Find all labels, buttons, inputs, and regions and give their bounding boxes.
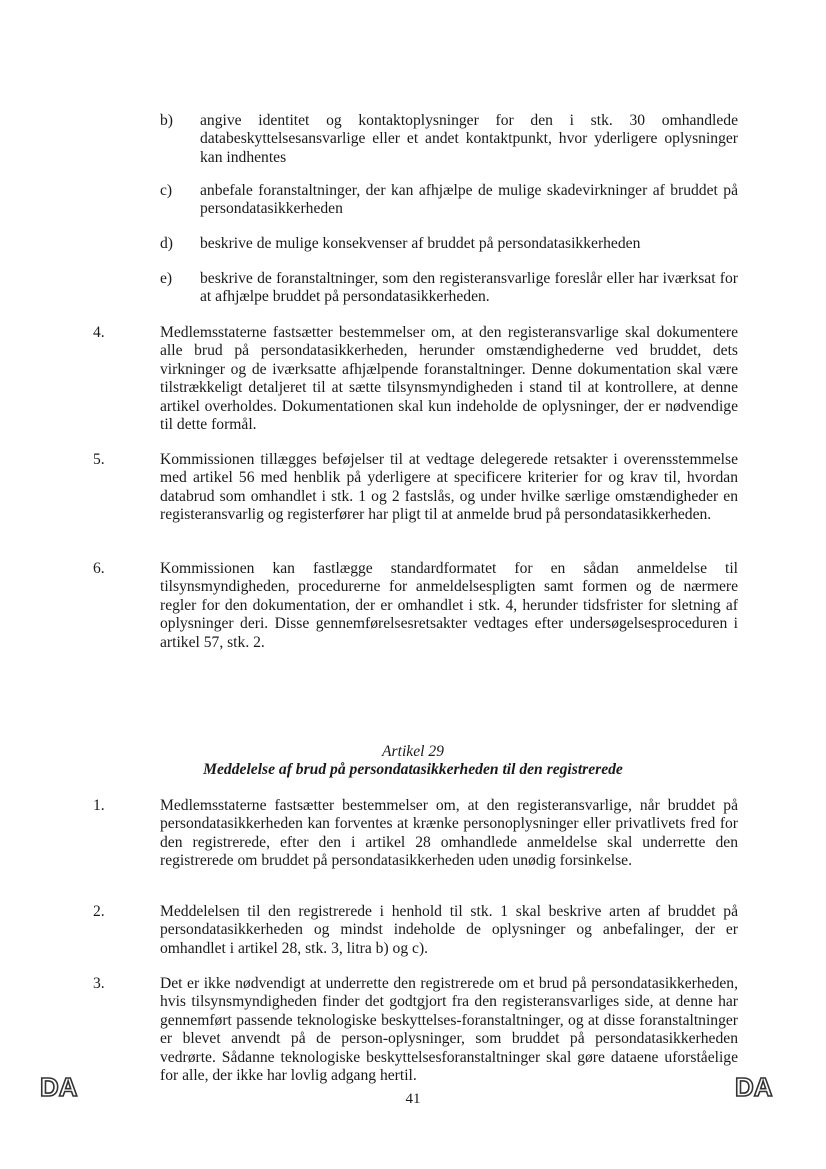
paragraph-number: 4. (93, 324, 105, 341)
paragraph-text: Kommissionen tillægges beføjelser til at vedtage delegerede retsakter i overensstemmelse med artikel 56 med henblik på yderligere at specificere kriterier for og krav til, hvordan databrud som omhandlet i stk. 1 og 2 fastslås, og under hvilke særlige omstændigheder en registeransvarlig og registerfører har pligt til at anmelde brud på persondatasikkerheden. (160, 451, 738, 524)
list-text: beskrive de mulige konsekvenser af bruddet på persondatasikkerheden (200, 235, 641, 252)
paragraph-text: Kommissionen kan fastlægge standardformatet for en sådan anmeldelse til tilsynsmyndigheden, procedurerne for anmeldelsespligten samt formen og de nærmere regler for den dokumentation, der er omhandlet i stk. 4, herunder tidsfrister for sletning af oplysninger deri. Disse gennemførelsesretsakter vedtages efter undersøgelsesproceduren i artikel 57, stk. 2. (160, 560, 738, 651)
list-label: d) (160, 235, 173, 252)
article-number: Artikel 29 (382, 743, 444, 760)
paragraph-text: Medlemsstaterne fastsætter bestemmelser om, at den registeransvarlige skal dokumentere alle brud på persondatasikkerheden, herunder omstændighederne ved bruddet, dets virkninger og de iværksatte afhjælpende foranstaltninger. Denne dokumentation skal være tilstrækkeligt detaljeret til at sætte tilsynsmyndigheden i stand til at kontrollere, at denne artikel overholdes. Dokumentationen skal kun indeholde de oplysninger, der er nødvendige til dette formål. (160, 324, 738, 434)
paragraph-number: 5. (93, 451, 105, 468)
paragraph-number: 3. (93, 975, 105, 992)
paragraph-text: Medlemsstaterne fastsætter bestemmelser om, at den registeransvarlige, når bruddet på persondatasikkerheden kan forventes at krænke personoplysninger eller privatlivets fred for den registrerede, efter den i artikel 28 omhandlede anmeldelse skal underrette den registrerede om bruddet på persondatasikkerheden uden unødig forsinkelse. (160, 797, 738, 870)
article-title: Meddelelse af brud på persondatasikkerheden til den registrerede (203, 761, 623, 778)
list-text: beskrive de foranstaltninger, som den registeransvarlige foreslår eller har iværksat for at afhjælpe bruddet på persondatasikkerheden. (200, 270, 738, 306)
list-label: b) (160, 112, 173, 129)
list-label: e) (160, 270, 173, 287)
list-text: angive identitet og kontaktoplysninger for den i stk. 30 omhandlede databeskyttelsesansvarlige eller et andet kontaktpunkt, hvor yderligere oplysninger kan indhentes (200, 112, 738, 166)
paragraph-number: 2. (93, 903, 105, 920)
list-text: anbefale foranstaltninger, der kan afhjælpe de mulige skadevirkninger af bruddet på persondatasikkerheden (200, 182, 738, 218)
paragraph-text: Meddelelsen til den registrerede i henhold til stk. 1 skal beskrive arten af bruddet på persondatasikkerheden og mindst indeholde de oplysninger og anbefalinger, der er omhandlet i artikel 28, stk. 3, litra b) og c). (160, 903, 738, 957)
page-number: 41 (405, 1091, 421, 1107)
paragraph-number: 1. (93, 797, 105, 814)
list-label: c) (160, 182, 173, 199)
language-code-right: DA (735, 1072, 773, 1102)
language-code-left: DA (40, 1072, 78, 1102)
paragraph-text: Det er ikke nødvendigt at underrette den registrerede om et brud på persondatasikkerheden, hvis tilsynsmyndigheden finder det godtgjort fra den registeransvarliges side, at denne har gennemført passende teknologiske beskyttelses-foranstaltninger, og at disse foranstaltninger er blevet anvendt på de person-oplysninger, som bruddet på persondatasikkerheden vedrørte. Sådanne teknologiske beskyttelsesforanstaltninger skal gøre dataene uforståelige for alle, der ikke har lovlig adgang hertil. (160, 975, 738, 1085)
paragraph-number: 6. (93, 560, 105, 577)
